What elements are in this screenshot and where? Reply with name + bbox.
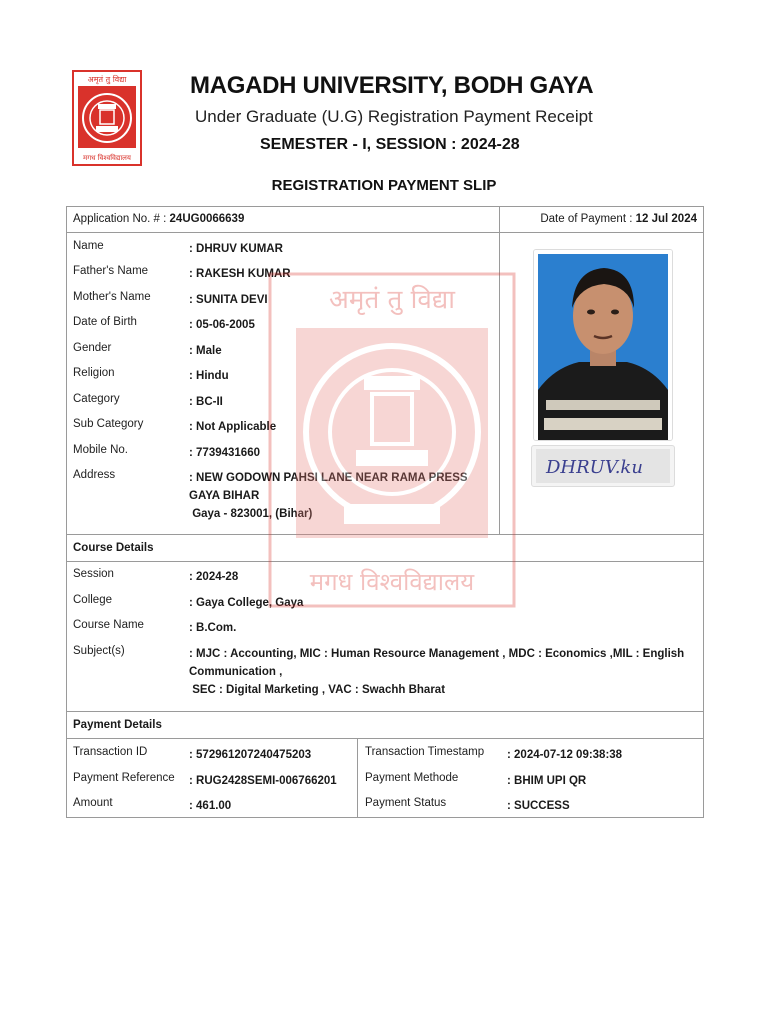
watermark-bottom-text: मगध विश्वविद्यालय	[309, 568, 475, 596]
address-line-2: GAYA BIHAR	[189, 490, 260, 502]
detail-value: : SUNITA DEVI	[189, 294, 268, 306]
detail-value: : Gaya College, Gaya	[189, 597, 304, 609]
course-details	[67, 562, 703, 712]
logo-bottom-text: मगध विश्वविद्यालय	[83, 154, 131, 162]
detail-value: : 2024-28	[189, 571, 239, 583]
student-photo	[533, 249, 673, 441]
application-number-label: Application No. # :	[73, 213, 170, 225]
detail-label: Payment Reference	[73, 772, 175, 784]
signature-text: DHRUV.ku	[546, 457, 643, 478]
semester-session: SEMESTER - I, SESSION : 2024-28	[260, 136, 520, 153]
payment-date	[540, 213, 697, 225]
address-line-1: : NEW GODOWN PAHSI LANE NEAR RAMA PRESS	[189, 472, 468, 484]
subjects-value	[189, 645, 689, 699]
detail-label: Name	[73, 240, 104, 252]
student-signature	[531, 445, 675, 487]
detail-label: Course Name	[73, 619, 144, 631]
subjects-line-1: : MJC : Accounting, MIC : Human Resource Management , MDC : Economics ,MIL : English	[189, 648, 685, 660]
detail-value: : RAKESH KUMAR	[189, 268, 291, 280]
status-value: : SUCCESS	[507, 800, 570, 812]
detail-label: Date of Birth	[73, 316, 137, 328]
personal-details	[67, 233, 703, 535]
subjects-line-3: SEC : Digital Marketing , VAC : Swachh Bharat	[189, 684, 446, 696]
address-line-3: Gaya - 823001, (Bihar)	[189, 508, 313, 520]
detail-label: Mobile No.	[73, 444, 128, 456]
payment-details	[67, 739, 703, 818]
payment-date-value: 12 Jul 2024	[635, 213, 697, 225]
detail-value: : RUG2428SEMI-006766201	[189, 775, 337, 787]
course-details-heading	[67, 535, 703, 562]
detail-value: : BC-II	[189, 396, 223, 408]
application-number	[73, 213, 244, 225]
detail-value: : 05-06-2005	[189, 319, 255, 331]
detail-label: Gender	[73, 342, 112, 354]
detail-value: : 572961207240475203	[189, 749, 312, 761]
detail-value: : BHIM UPI QR	[507, 775, 587, 787]
detail-label: Sub Category	[73, 418, 144, 430]
detail-label: Payment Methode	[365, 772, 459, 784]
application-row	[67, 207, 703, 233]
section-title: Course Details	[73, 542, 154, 554]
detail-value: : Not Applicable	[189, 421, 277, 433]
application-number-value: 24UG0066639	[169, 213, 245, 225]
detail-value: : B.Com.	[189, 622, 237, 634]
detail-label: Payment Status	[365, 797, 447, 809]
section-title: Payment Details	[73, 719, 162, 731]
detail-value: : Hindu	[189, 370, 229, 382]
subjects-line-2: Communication ,	[189, 666, 283, 678]
slip-title: REGISTRATION PAYMENT SLIP	[271, 177, 497, 194]
detail-label: Mother's Name	[73, 291, 151, 303]
detail-label: Category	[73, 393, 120, 405]
payment-slip-table	[66, 206, 704, 818]
detail-label: Father's Name	[73, 265, 149, 277]
detail-label: College	[73, 594, 112, 606]
detail-label: Amount	[73, 797, 113, 809]
logo-top-text: अमृतं तु विद्या	[87, 75, 127, 84]
university-name: MAGADH UNIVERSITY, BODH GAYA	[190, 72, 594, 99]
detail-value: : 461.00	[189, 800, 232, 812]
watermark-top-text: अमृतं तु विद्या	[329, 285, 455, 315]
detail-label: Address	[73, 469, 116, 481]
receipt-header	[0, 0, 768, 170]
detail-value: : 2024-07-12 09:38:38	[507, 749, 623, 761]
address-value	[189, 469, 499, 523]
detail-value: : DHRUV KUMAR	[189, 243, 283, 255]
detail-label: Transaction ID	[73, 746, 148, 758]
detail-label: Transaction Timestamp	[365, 746, 485, 758]
detail-label: Subject(s)	[73, 645, 125, 657]
university-logo	[72, 70, 142, 166]
payment-details-heading	[67, 712, 703, 739]
detail-label: Religion	[73, 367, 115, 379]
detail-value: : 7739431660	[189, 447, 260, 459]
detail-label: Session	[73, 568, 114, 580]
payment-date-label: Date of Payment :	[540, 213, 636, 225]
receipt-subtitle: Under Graduate (U.G) Registration Payment Receipt	[195, 107, 593, 126]
detail-value: : Male	[189, 345, 222, 357]
